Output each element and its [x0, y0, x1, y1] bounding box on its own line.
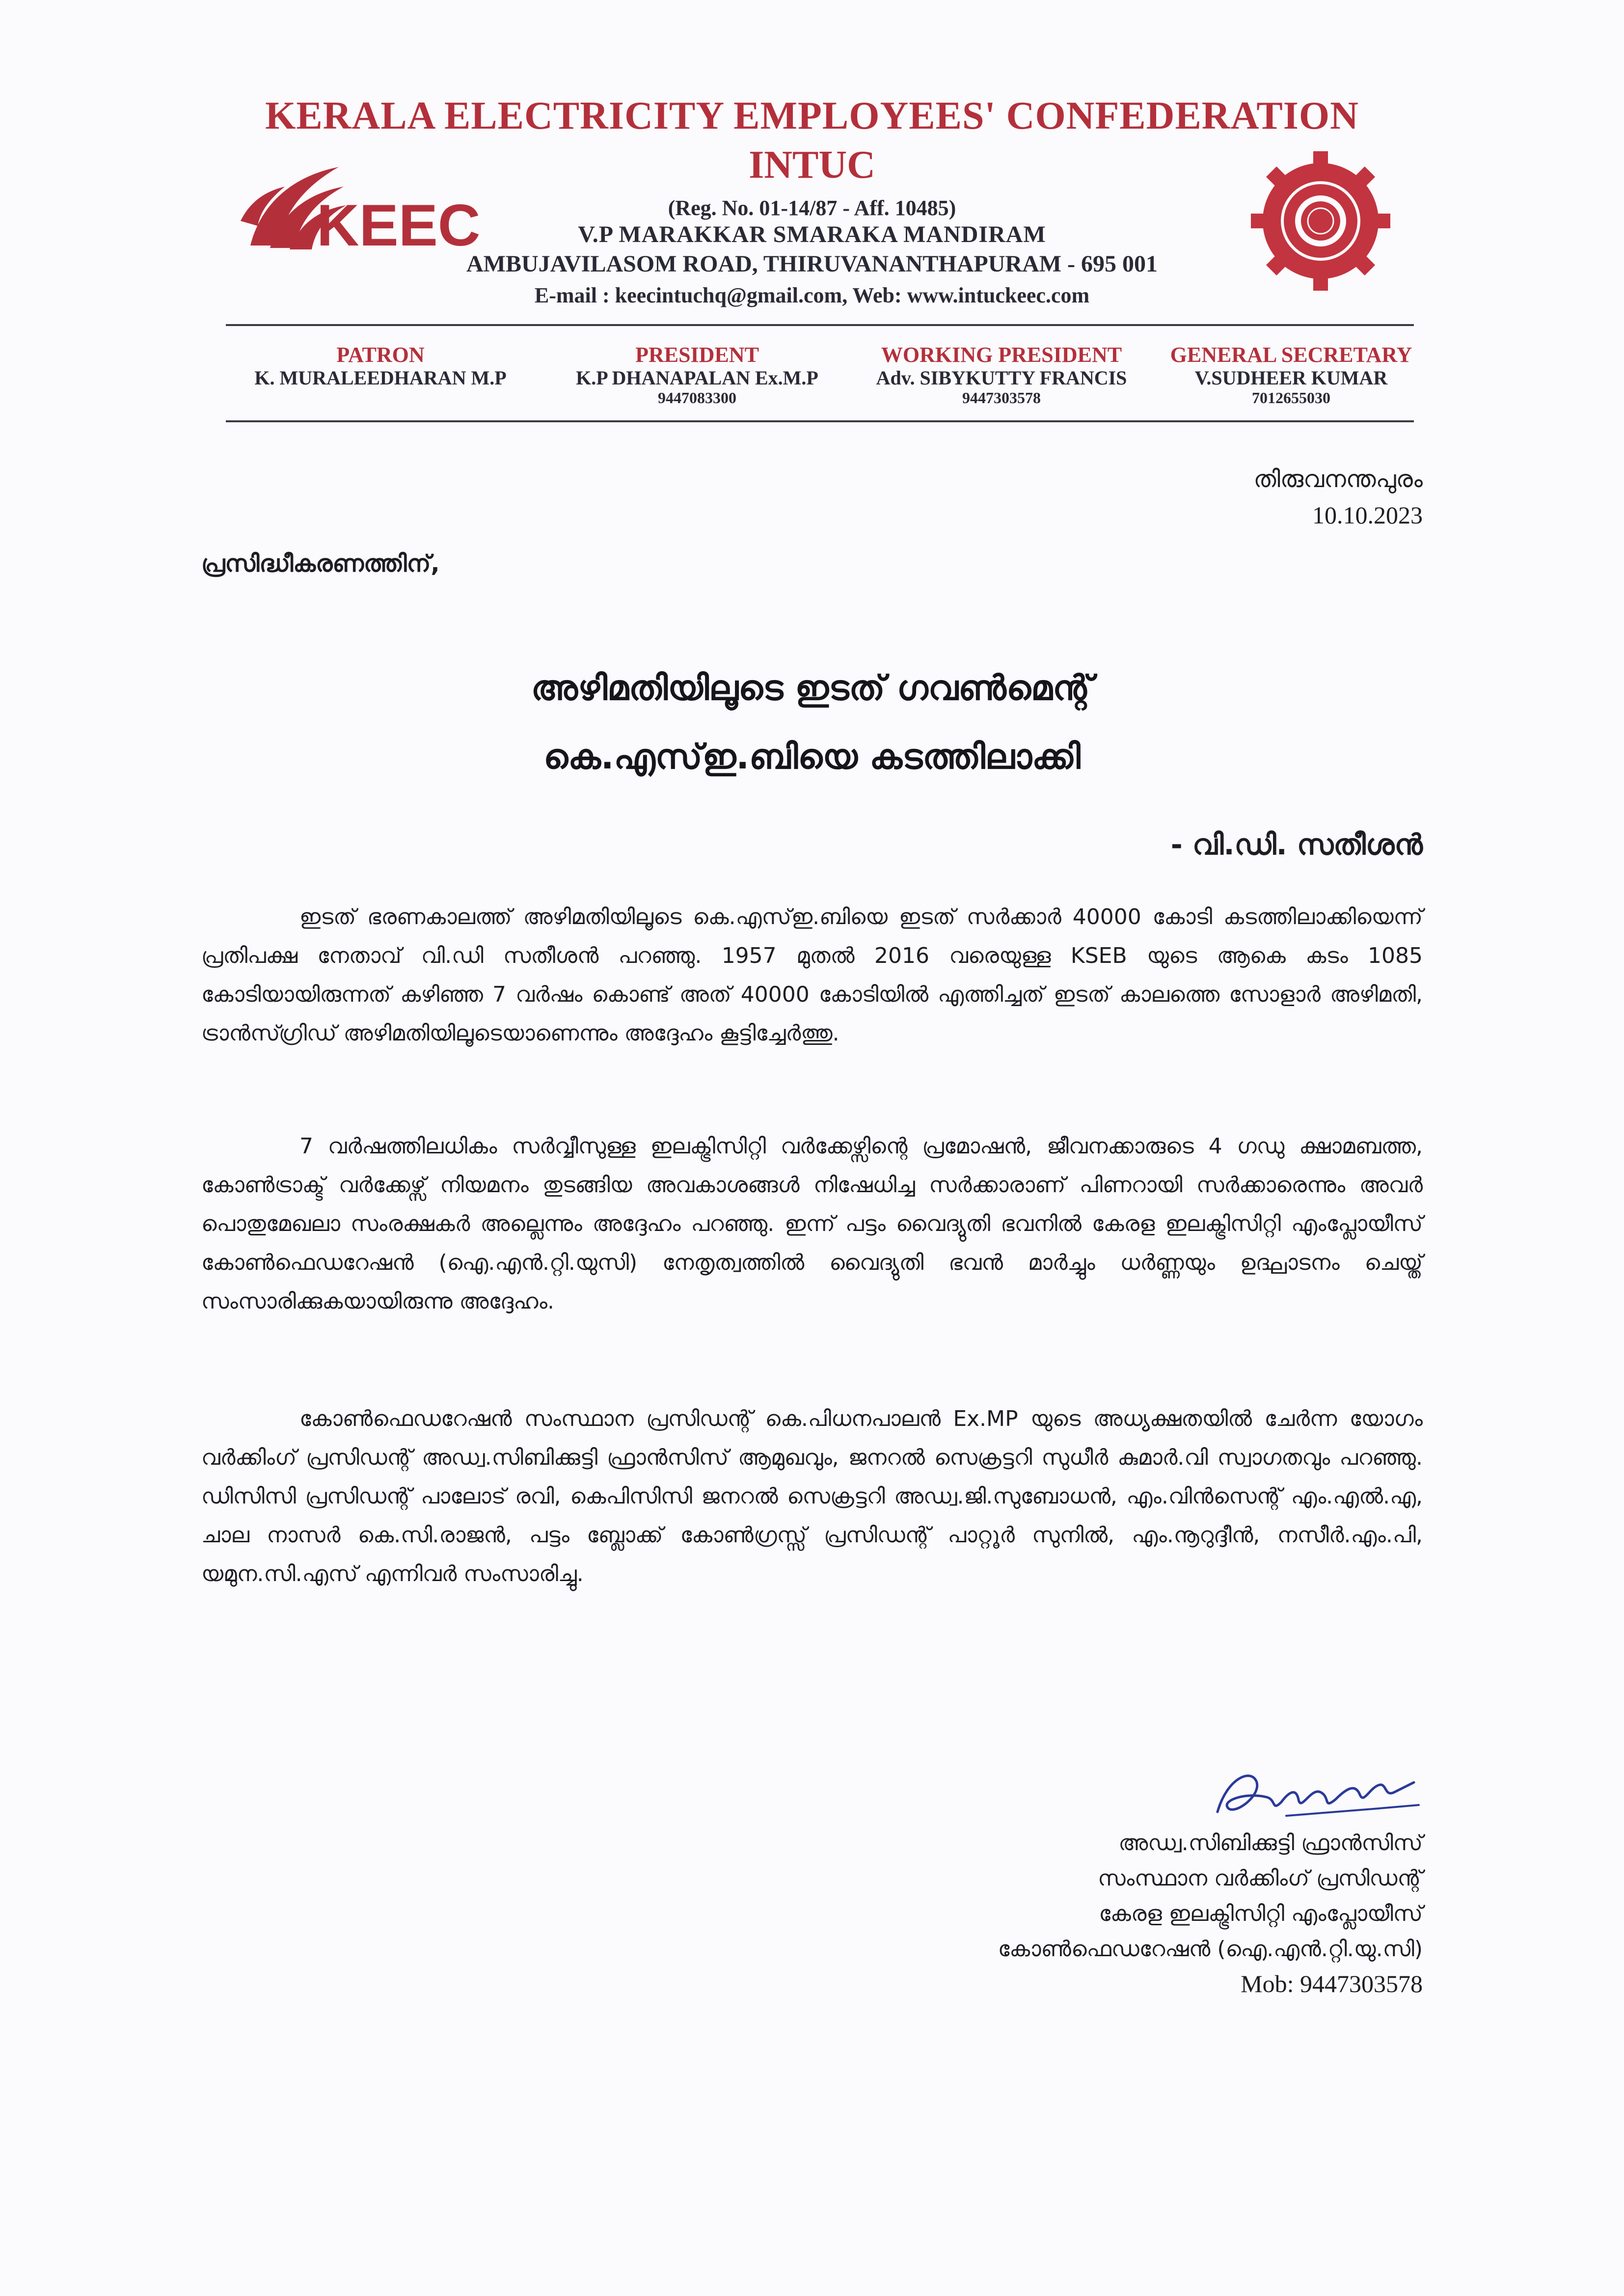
- letterhead-divider-top: [226, 324, 1414, 326]
- headline-line-2: കെ.എസ്ഇ.ബിയെ കടത്തിലാക്കി: [543, 737, 1081, 777]
- body-paragraph-1: ഇടത് ഭരണകാലത്ത് അഴിമതിയിലൂടെ കെ.എസ്ഇ.ബിയെ ഇടത് സർക്കാർ 40000 കോടി കടത്തിലാക്കിയെന്ന് പ്രതിപക്ഷ നേതാവ് വി.ഡി സതീശൻ പറഞ്ഞു. 1957 മുതൽ 2016 വരെയുള്ള KSEB യുടെ ആകെ കടം 1085 കോടിയായിരുന്നത് കഴിഞ്ഞ 7 വർഷം കൊണ്ട് അത് 40000 കോടിയിൽ എത്തിച്ചത് ഇടത് കാലത്തെ സോളാർ അഴിമതി, ട്രാൻസ്ഗ്രിഡ് അഴിമതിയിലൂടെയാണെന്നും അദ്ദേഹം കൂട്ടിച്ചേർത്തു.: [201, 904, 1423, 1046]
- officer-president: [540, 343, 854, 407]
- officer-phone: 9447083300: [658, 389, 736, 407]
- officer-role: PRESIDENT: [635, 343, 759, 367]
- letter-greeting: പ്രസിദ്ധീകരണത്തിന്,: [201, 550, 440, 577]
- officer-role: PATRON: [336, 343, 425, 367]
- signatory-org-line-2: കോൺഫെഡറേഷൻ (ഐ.എൻ.റ്റി.യു.സി): [998, 1937, 1423, 1962]
- headline-line-1: അഴിമതിയിലൂടെ ഇടത് ഗവൺമെന്റ്: [531, 668, 1093, 708]
- letterhead-divider-bottom: [226, 420, 1414, 422]
- letter-place: തിരുവനന്തപുരം: [1253, 465, 1423, 493]
- logo-text: KEEC: [317, 192, 481, 258]
- registration-number: (Reg. No. 01-14/87 - Aff. 10485): [668, 196, 956, 220]
- officer-role: WORKING PRESIDENT: [881, 343, 1122, 367]
- signatory-title: സംസ്ഥാന വർക്കിംഗ് പ്രസിഡന്റ്: [1098, 1866, 1423, 1891]
- officer-patron: [223, 343, 538, 389]
- officer-general-secretary: [1149, 343, 1434, 407]
- byline: - വി.ഡി. സതീശൻ: [1170, 828, 1423, 861]
- street-address: AMBUJAVILASOM ROAD, THIRUVANANTHAPURAM - 695 001: [466, 251, 1158, 277]
- signatory-org-line-1: കേരള ഇലക്ട്രിസിറ്റി എംപ്ലോയീസ്: [1099, 1901, 1423, 1926]
- signatory-name: അഡ്വ.സിബിക്കുട്ടി ഫ്രാൻസിസ്: [1118, 1831, 1423, 1856]
- signatory-mobile: Mob: 9447303578: [1241, 1970, 1423, 1997]
- officer-phone: 9447303578: [962, 389, 1041, 407]
- body-paragraph-3: കോൺഫെഡറേഷൻ സംസ്ഥാന പ്രസിഡന്റ് കെ.പിധനപാലൻ Ex.MP യുടെ അധ്യക്ഷതയിൽ ചേർന്ന യോഗം വർക്കിംഗ് പ്രസിഡന്റ് അഡ്വ.സിബിക്കുട്ടി ഫ്രാൻസിസ് ആമുഖവും, ജനറൽ സെക്രട്ടറി സുധീർ കുമാർ.വി സ്വാഗതവും പറഞ്ഞു. ഡിസിസി പ്രസിഡന്റ് പാലോട് രവി, കെപിസിസി ജനറൽ സെക്രട്ടറി അഡ്വ.ജി.സുബോധൻ, എം.വിൻസെന്റ് എം.എൽ.എ, ചാല നാസർ കെ.സി.രാജൻ, പട്ടം ബ്ലോക്ക് കോൺഗ്രസ്സ് പ്രസിഡന്റ് പാറ്റൂർ സുനിൽ, എം.നൂറുദ്ദീൻ, നസീർ.എം.പി, യമുന.സി.എസ് എന്നിവർ സംസാരിച്ചു.: [201, 1406, 1423, 1586]
- building-name: V.P MARAKKAR SMARAKA MANDIRAM: [578, 221, 1046, 247]
- contact-line: E-mail : keecintuchq@gmail.com, Web: www.intuckeec.com: [534, 283, 1090, 307]
- officer-working-president: [844, 343, 1159, 407]
- officer-name: K.P DHANAPALAN Ex.M.P: [576, 367, 818, 389]
- officer-role: GENERAL SECRETARY: [1170, 343, 1412, 367]
- officer-phone: 7012655030: [1252, 389, 1330, 407]
- officer-name: Adv. SIBYKUTTY FRANCIS: [876, 367, 1127, 389]
- officer-name: K. MURALEEDHARAN M.P: [254, 367, 507, 389]
- handwritten-signature: [1198, 1758, 1434, 1827]
- officer-name: V.SUDHEER KUMAR: [1194, 367, 1388, 389]
- organization-affiliation: INTUC: [749, 143, 875, 187]
- body-paragraph-2: 7 വർഷത്തിലധികം സർവ്വീസുള്ള ഇലക്ട്രിസിറ്റി വർക്കേഴ്സിന്റെ പ്രമോഷൻ, ജീവനക്കാരുടെ 4 ഗഡു ക്ഷാമബത്ത, കോൺട്രാക്ട് വർക്കേഴ്സ് നിയമനം തുടങ്ങിയ അവകാശങ്ങൾ നിഷേധിച്ച സർക്കാരാണ് പിണറായി സർക്കാരെന്നും അവർ പൊതുമേഖലാ സംരക്ഷകർ അല്ലെന്നും അദ്ദേഹം പറഞ്ഞു. ഇന്ന് പട്ടം വൈദ്യുതി ഭവനിൽ കേരള ഇലക്ട്രിസിറ്റി എംപ്ലോയീസ് കോൺഫെഡറേഷൻ (ഐ.എൻ.റ്റി.യുസി) നേതൃത്വത്തിൽ വൈദ്യുതി ഭവൻ മാർച്ചും ധർണ്ണയും ഉദ്ഘാടനം ചെയ്ത് സംസാരിക്കുകയായിരുന്നു അദ്ദേഹം.: [201, 1134, 1423, 1314]
- letter-date: 10.10.2023: [1312, 501, 1423, 529]
- organization-name: KERALA ELECTRICITY EMPLOYEES' CONFEDERATION: [265, 94, 1359, 137]
